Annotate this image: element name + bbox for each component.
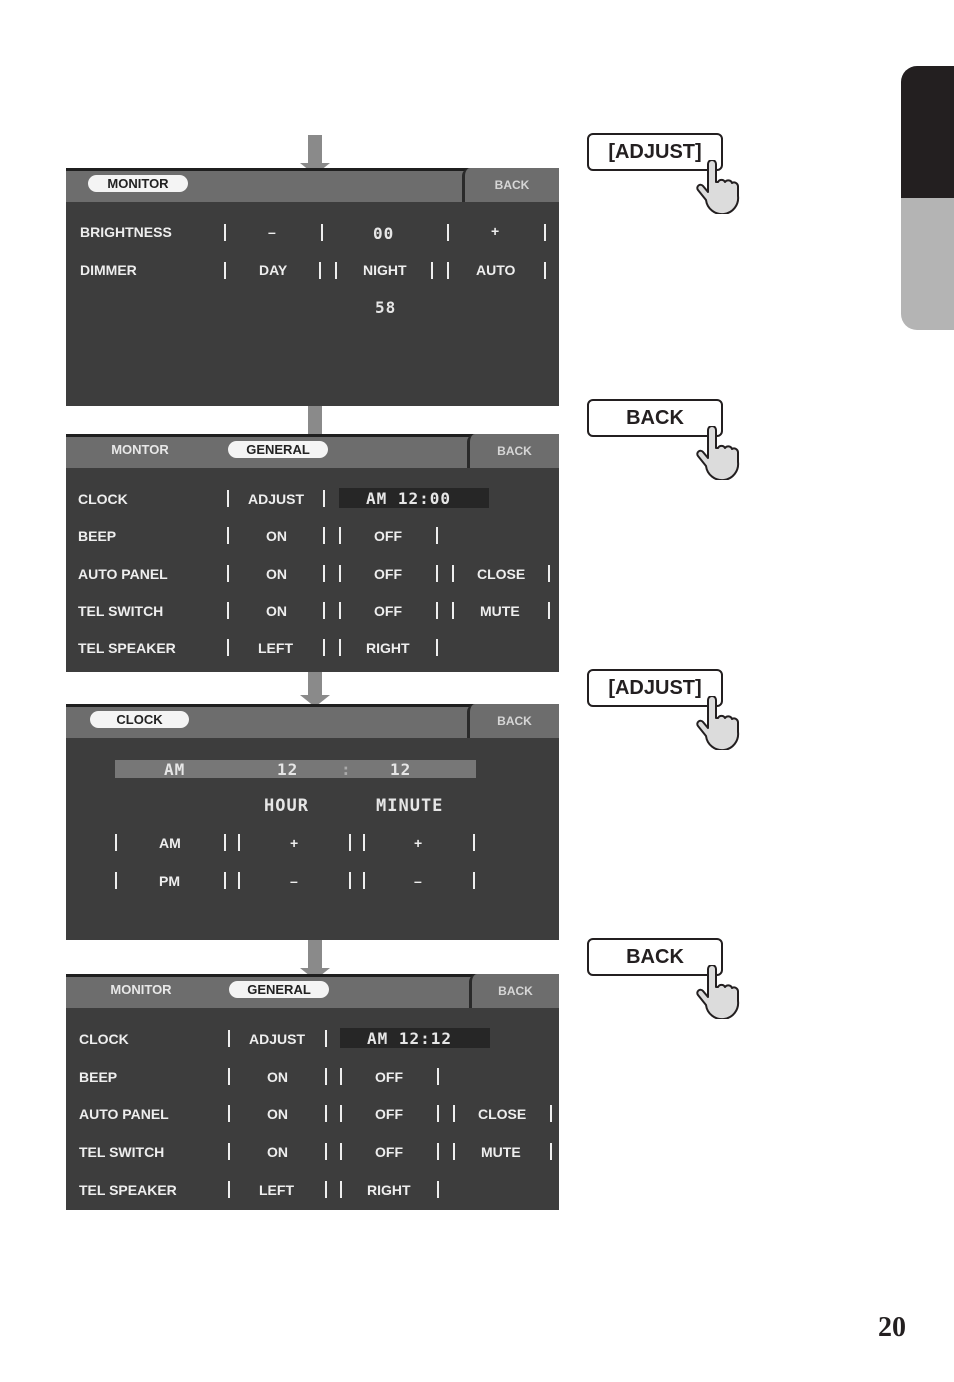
brightness-minus-button[interactable]: –: [268, 224, 276, 240]
tab-general[interactable]: GENERAL: [228, 441, 328, 458]
button-divider: [453, 1105, 455, 1122]
pointing-hand-icon: [696, 426, 740, 480]
hour-label: HOUR: [264, 796, 309, 816]
beep-label: BEEP: [78, 528, 117, 544]
tab-general[interactable]: GENERAL: [229, 981, 329, 998]
button-divider: [363, 834, 365, 851]
button-divider: [325, 1105, 327, 1122]
button-divider: [323, 527, 325, 544]
button-divider: [224, 872, 226, 889]
tel-speaker-label: TEL SPEAKER: [79, 1182, 177, 1198]
button-divider: [544, 224, 546, 241]
button-divider: [436, 565, 438, 582]
button-divider: [321, 224, 323, 241]
tel-switch-off-button[interactable]: OFF: [375, 1144, 403, 1160]
button-divider: [224, 262, 226, 279]
arrow-shaft: [308, 671, 322, 695]
tel-switch-label: TEL SWITCH: [78, 603, 164, 619]
back-button[interactable]: BACK: [467, 434, 559, 468]
button-divider: [325, 1068, 327, 1085]
hour-plus-button[interactable]: +: [290, 835, 299, 851]
button-divider: [228, 1068, 230, 1085]
button-divider: [325, 1143, 327, 1160]
button-divider: [349, 834, 351, 851]
clock-label: CLOCK: [78, 491, 128, 507]
button-divider: [227, 639, 229, 656]
beep-on-button[interactable]: ON: [266, 528, 287, 544]
button-divider: [447, 224, 449, 241]
button-divider: [228, 1181, 230, 1198]
dimmer-day-button[interactable]: DAY: [259, 262, 288, 278]
button-divider: [319, 262, 321, 279]
button-divider: [436, 527, 438, 544]
pointing-hand-icon: [696, 965, 740, 1019]
button-divider: [363, 872, 365, 889]
brightness-label: BRIGHTNESS: [80, 224, 172, 240]
auto-panel-off-button[interactable]: OFF: [375, 1106, 403, 1122]
button-divider: [436, 602, 438, 619]
auto-panel-close-button[interactable]: CLOSE: [478, 1106, 527, 1122]
clock-hour: 12: [277, 760, 299, 779]
back-button[interactable]: BACK: [469, 974, 559, 1008]
button-divider: [548, 565, 550, 582]
button-divider: [340, 1068, 342, 1085]
pointing-hand-icon: [696, 160, 740, 214]
button-divider: [325, 1181, 327, 1198]
button-divider: [473, 872, 475, 889]
button-divider: [550, 1105, 552, 1122]
auto-panel-on-button[interactable]: ON: [267, 1106, 288, 1122]
clock-minute: 12: [390, 760, 412, 779]
clock-label: CLOCK: [79, 1031, 129, 1047]
adjust-callout: [ADJUST]: [587, 669, 723, 707]
hour-minus-button[interactable]: –: [290, 873, 298, 889]
am-button[interactable]: AM: [159, 835, 181, 851]
button-divider: [323, 490, 325, 507]
button-divider: [238, 834, 240, 851]
pointing-hand-icon: [696, 696, 740, 750]
arrow-shaft: [308, 940, 322, 968]
button-divider: [228, 1105, 230, 1122]
tab-monitor[interactable]: MONTOR: [111, 442, 169, 457]
button-divider: [224, 224, 226, 241]
tel-switch-on-button[interactable]: ON: [267, 1144, 288, 1160]
button-divider: [339, 565, 341, 582]
clock-time: AM 12:12: [367, 1029, 453, 1048]
button-divider: [238, 872, 240, 889]
button-divider: [437, 1105, 439, 1122]
button-divider: [452, 602, 454, 619]
button-divider: [339, 527, 341, 544]
button-divider: [228, 1143, 230, 1160]
clock-separator: :: [341, 760, 352, 779]
button-divider: [227, 565, 229, 582]
tel-speaker-label: TEL SPEAKER: [78, 640, 176, 656]
button-divider: [227, 602, 229, 619]
pm-button[interactable]: PM: [159, 873, 180, 889]
button-divider: [437, 1068, 439, 1085]
button-divider: [437, 1181, 439, 1198]
clock-time-display: [340, 1028, 490, 1048]
monitor-screen: [66, 168, 559, 406]
button-divider: [349, 872, 351, 889]
minute-minus-button[interactable]: –: [414, 873, 422, 889]
tel-speaker-right-button[interactable]: RIGHT: [366, 640, 410, 656]
tab-monitor[interactable]: MONITOR: [88, 175, 188, 192]
minute-label: MINUTE: [376, 796, 444, 816]
back-button[interactable]: BACK: [462, 168, 559, 202]
general-screen-before: [66, 434, 559, 672]
button-divider: [323, 565, 325, 582]
tel-speaker-right-button[interactable]: RIGHT: [367, 1182, 411, 1198]
button-divider: [437, 1143, 439, 1160]
tel-switch-off-button[interactable]: OFF: [374, 603, 402, 619]
arrow-shaft: [308, 135, 322, 163]
button-divider: [548, 602, 550, 619]
button-divider: [544, 262, 546, 279]
tel-switch-mute-button[interactable]: MUTE: [480, 603, 520, 619]
button-divider: [447, 262, 449, 279]
button-divider: [115, 872, 117, 889]
button-divider: [227, 490, 229, 507]
tel-switch-mute-button[interactable]: MUTE: [481, 1144, 521, 1160]
auto-panel-on-button[interactable]: ON: [266, 566, 287, 582]
button-divider: [323, 639, 325, 656]
clock-screen: [66, 704, 559, 940]
clock-ampm: AM: [164, 760, 186, 779]
button-divider: [335, 262, 337, 279]
arrow-shaft: [308, 405, 322, 435]
adjust-callout: [ADJUST]: [587, 133, 723, 171]
button-divider: [339, 602, 341, 619]
dimmer-night-button[interactable]: NIGHT: [363, 262, 407, 278]
button-divider: [325, 1030, 327, 1047]
beep-on-button[interactable]: ON: [267, 1069, 288, 1085]
button-divider: [550, 1143, 552, 1160]
dimmer-auto-button[interactable]: AUTO: [476, 262, 516, 278]
tel-speaker-left-button[interactable]: LEFT: [259, 1182, 294, 1198]
button-divider: [436, 639, 438, 656]
clock-adjust-button[interactable]: ADJUST: [248, 491, 305, 507]
button-divider: [115, 834, 117, 851]
clock-time-display: [339, 488, 489, 508]
general-screen-after: [66, 974, 559, 1210]
dimmer-value: 58: [375, 298, 397, 317]
back-button[interactable]: BACK: [467, 704, 559, 738]
beep-off-button[interactable]: OFF: [374, 528, 402, 544]
button-divider: [224, 834, 226, 851]
button-divider: [323, 602, 325, 619]
clock-adjust-button[interactable]: ADJUST: [249, 1031, 306, 1047]
button-divider: [473, 834, 475, 851]
auto-panel-label: AUTO PANEL: [79, 1106, 169, 1122]
brightness-value: 00: [373, 224, 395, 243]
chapter-tab-dark: [901, 66, 954, 198]
button-divider: [452, 565, 454, 582]
tab-monitor[interactable]: MONITOR: [110, 982, 172, 997]
tel-switch-on-button[interactable]: ON: [266, 603, 287, 619]
clock-time: AM 12:00: [366, 489, 452, 508]
back-callout: BACK: [587, 399, 723, 437]
auto-panel-close-button[interactable]: CLOSE: [477, 566, 526, 582]
button-divider: [431, 262, 433, 279]
tel-switch-label: TEL SWITCH: [79, 1144, 165, 1160]
beep-label: BEEP: [79, 1069, 118, 1085]
auto-panel-label: AUTO PANEL: [78, 566, 168, 582]
button-divider: [340, 1181, 342, 1198]
button-divider: [227, 527, 229, 544]
tel-speaker-left-button[interactable]: LEFT: [258, 640, 293, 656]
brightness-plus-button[interactable]: +: [491, 223, 500, 239]
dimmer-label: DIMMER: [80, 262, 137, 278]
back-callout: BACK: [587, 938, 723, 976]
button-divider: [228, 1030, 230, 1047]
beep-off-button[interactable]: OFF: [375, 1069, 403, 1085]
tab-clock[interactable]: CLOCK: [90, 711, 189, 728]
button-divider: [339, 639, 341, 656]
button-divider: [340, 1105, 342, 1122]
chapter-tab-light: [901, 198, 954, 330]
button-divider: [340, 1143, 342, 1160]
page-number: 20: [878, 1312, 906, 1343]
clock-readout: [115, 760, 476, 778]
auto-panel-off-button[interactable]: OFF: [374, 566, 402, 582]
minute-plus-button[interactable]: +: [414, 835, 423, 851]
button-divider: [453, 1143, 455, 1160]
